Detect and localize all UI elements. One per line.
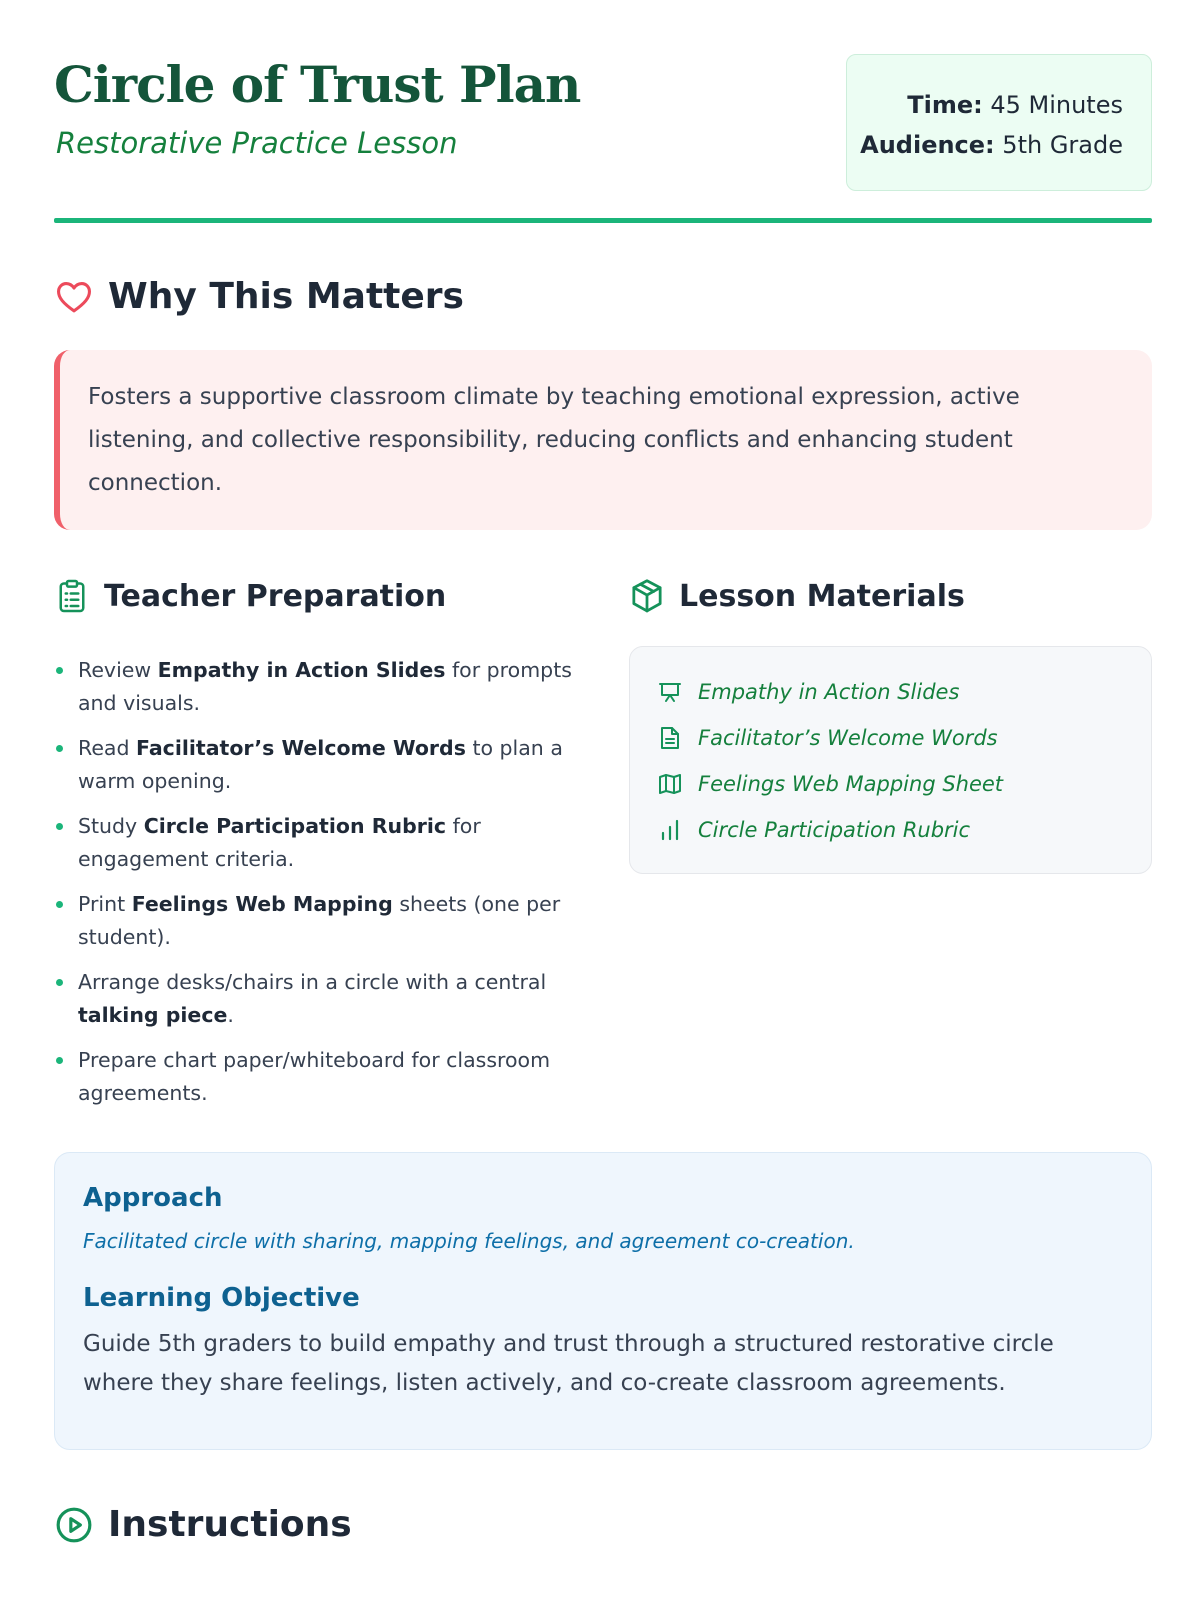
bar-chart-icon	[656, 816, 684, 844]
prep-list	[54, 654, 574, 1122]
clipboard-icon	[54, 578, 90, 614]
time-meta	[847, 85, 1123, 125]
materials-box	[629, 646, 1152, 874]
material-item-rubric[interactable]	[656, 807, 1151, 853]
lesson-plan-page	[54, 54, 1152, 1545]
page-title: Circle of Trust Plan	[54, 55, 581, 114]
list-item: Study Circle Participation Rubric for engagement criteria.	[54, 810, 574, 876]
list-item: Prepare chart paper/whiteboard for classroom agreements.	[54, 1044, 574, 1110]
map-icon	[656, 770, 684, 798]
list-item: Print Feelings Web Mapping sheets (one per student).	[54, 888, 574, 954]
materials-section-heading	[629, 578, 965, 614]
list-item: Arrange desks/chairs in a circle with a central talking piece.	[54, 966, 574, 1032]
time-label: Time:	[907, 91, 983, 119]
heart-icon	[54, 277, 94, 317]
material-label[interactable]: Circle Participation Rubric	[698, 818, 971, 842]
instructions-heading: Instructions	[108, 1504, 352, 1545]
objective-text: Guide 5th graders to build empathy and trust through a structured restorative circle where they share feelings, listen actively, and co-create classroom agreements.	[83, 1331, 1054, 1396]
why-section-heading	[54, 276, 464, 317]
objective-heading: Learning Objective	[83, 1283, 360, 1313]
material-item-feelings-web[interactable]	[656, 761, 1151, 807]
materials-heading: Lesson Materials	[679, 578, 965, 614]
approach-box	[54, 1152, 1152, 1450]
approach-text: Facilitated circle with sharing, mapping feelings, and agreement co-creation.	[83, 1229, 855, 1253]
page-subtitle: Restorative Practice Lesson	[56, 126, 458, 160]
audience-label: Audience:	[860, 131, 995, 159]
audience-meta	[847, 125, 1123, 165]
header	[54, 54, 1152, 194]
package-icon	[629, 578, 665, 614]
audience-value: 5th Grade	[1002, 131, 1123, 159]
why-callout	[54, 350, 1152, 530]
material-label[interactable]: Empathy in Action Slides	[698, 680, 960, 704]
prep-heading: Teacher Preparation	[104, 578, 447, 614]
material-label[interactable]: Facilitator’s Welcome Words	[698, 726, 998, 750]
why-heading: Why This Matters	[108, 276, 464, 317]
document-icon	[656, 724, 684, 752]
header-divider	[54, 218, 1152, 223]
instructions-section-heading	[54, 1504, 352, 1545]
prep-section-heading	[54, 578, 446, 614]
play-circle-icon	[54, 1505, 94, 1545]
why-text: Fosters a supportive classroom climate by teaching emotional expression, active listening, and collective responsibility, reducing conflicts and enhancing student connection.	[88, 384, 1020, 496]
material-label[interactable]: Feelings Web Mapping Sheet	[698, 772, 1004, 796]
material-item-slides[interactable]	[656, 669, 1151, 715]
list-item: Read Facilitator’s Welcome Words to plan a warm opening.	[54, 732, 574, 798]
time-value: 45 Minutes	[990, 91, 1123, 119]
lesson-meta-box	[846, 54, 1152, 191]
presentation-icon	[656, 678, 684, 706]
approach-heading: Approach	[83, 1183, 223, 1213]
material-item-welcome-words[interactable]	[656, 715, 1151, 761]
list-item: Review Empathy in Action Slides for prompts and visuals.	[54, 654, 574, 720]
